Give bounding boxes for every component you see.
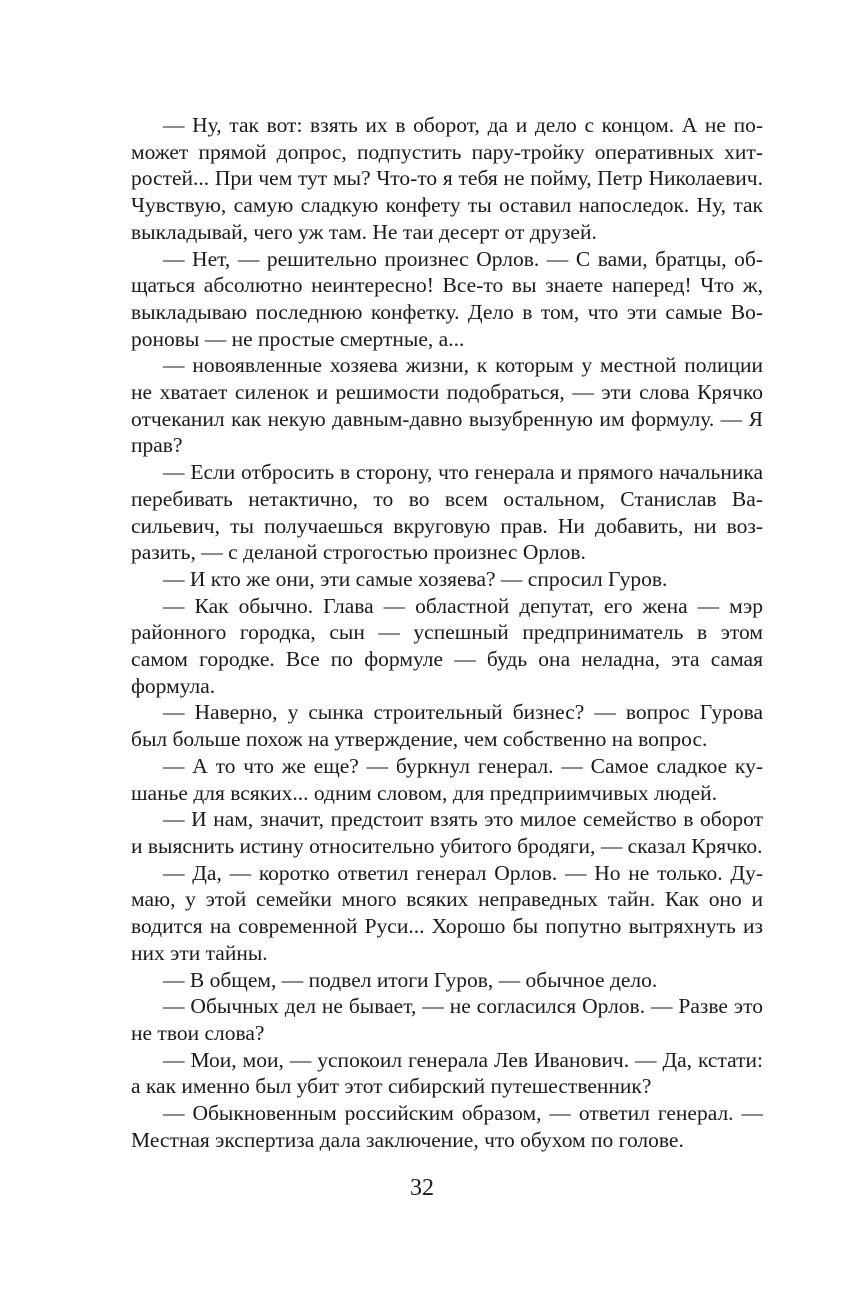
- page-number: 32: [410, 1175, 434, 1201]
- paragraph: — Ну, так вот: взять их в оборот, да и дело с концом. А не поможет прямой допрос, подпустить пару-тройку оперативных хитростей... При чем тут мы? Что-то я тебя не пойму, Петр Николаевич. Чувствую, самую сладкую конфету ты оставил напоследок. Ну, так выкладывай, чего уж там. Не таи десерт от друзей.: [131, 113, 763, 244]
- paragraph: — А то что же еще? — буркнул генерал. — Самое сладкое кушанье для всяких... одним словом, для предприимчивых людей.: [131, 753, 763, 805]
- paragraph: — Обычных дел не бывает, — не согласился Орлов. — Разве это не твои слова?: [131, 994, 763, 1045]
- paragraph: — Да, — коротко ответил генерал Орлов. — Но не только. Думаю, у этой семейки много всяких неправедных тайн. Как оно и водится на современной Руси... Хорошо бы попутно вытряхнуть из них эти тайны.: [131, 860, 763, 965]
- paragraph: — Обыкновенным российским образом, — ответил генерал. — Местная экспертиза дала заключение, что обухом по голове.: [131, 1101, 763, 1152]
- paragraph: — Наверно, у сынка строительный бизнес? — вопрос Гурова был больше похож на утверждение, чем собственно на вопрос.: [131, 700, 763, 752]
- paragraph: — Мои, мои, — успокоил генерала Лев Иванович. — Да, кстати: а как именно был убит этот сибирский путешественник?: [131, 1047, 763, 1099]
- page-body: [131, 112, 763, 1153]
- paragraph: — И кто же они, эти самые хозяева? — спросил Гуров.: [163, 566, 668, 591]
- paragraph: — Если отбросить в сторону, что генерала и прямого начальника перебивать нетактично, то во всем остальном, Станислав Васильевич, ты получаешься вкруговую прав. Ни добавить, ни возразить, — с деланой строгостью произнес Орлов.: [131, 460, 763, 565]
- paragraph: — И нам, значит, предстоит взять это милое семейство в оборот и выяснить истину относительно убитого бродяги, — сказал Крячко.: [131, 807, 763, 858]
- paragraph: — В общем, — подвел итоги Гуров, — обычное дело.: [163, 967, 658, 992]
- paragraph: — новоявленные хозяева жизни, к которым у местной полиции не хватает силенок и решимости подобраться, — эти слова Крячко отчеканил как некую давным-давно вызубренную им формулу. — Я прав?: [131, 353, 763, 458]
- paragraph: — Как обычно. Глава — областной депутат, его жена — мэр районного городка, сын — успешный предприниматель в этом самом городке. Все по формуле — будь она неладна, эта самая формула.: [131, 593, 763, 698]
- paragraph: — Нет, — решительно произнес Орлов. — С вами, братцы, общаться абсолютно неинтересно! Все-то вы знаете наперед! Что ж, выкладываю последнюю конфетку. Дело в том, что эти самые Вороновы — не простые смертные, а...: [131, 246, 763, 351]
